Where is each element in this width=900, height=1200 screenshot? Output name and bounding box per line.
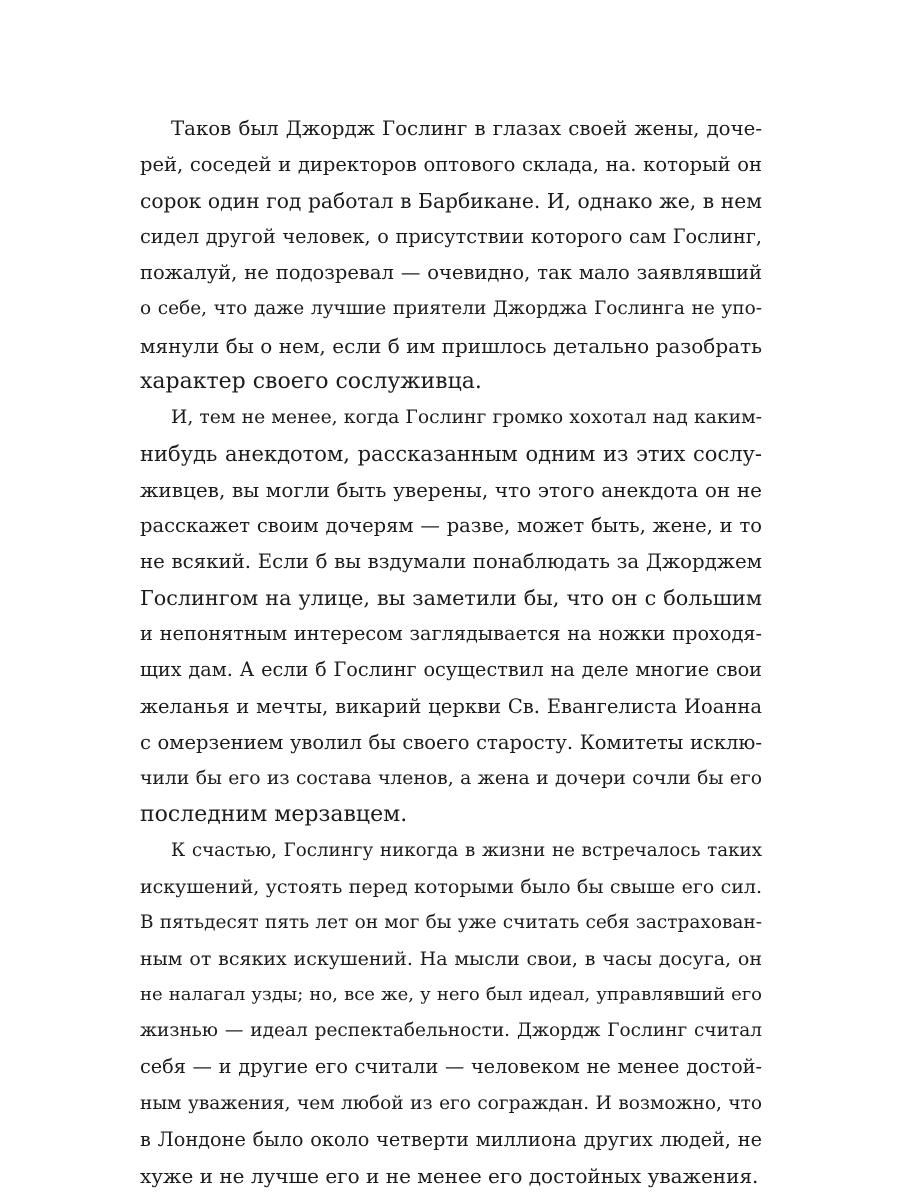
text-line: пожалуй, не подозревал — очевидно, так мало заявлявший — [140, 261, 762, 285]
text-line: И, тем не менее, когда Гослинг громко хохотал над каким- — [171, 406, 762, 428]
body-text — [140, 111, 762, 1194]
text-line: рей, соседей и директоров оптового склада, на. который он — [140, 153, 762, 177]
text-line: чили бы его из состава членов, а жена и дочери сочли бы его — [140, 767, 762, 789]
text-line: живцев, вы могли быть уверены, что этого анекдота он не — [140, 477, 762, 502]
text-line: желанья и мечты, викарий церкви Св. Евангелиста Иоанна — [140, 694, 762, 718]
text-line: Таков был Джордж Гослинг в глазах своей жены, доче- — [171, 117, 762, 140]
text-line: нибудь анекдотом, рассказанным одним из этих сослу- — [140, 441, 762, 466]
paragraph — [140, 400, 762, 833]
text-line: хуже и не лучше его и не менее его достойных уважения. — [140, 1163, 759, 1188]
text-line: в Лондоне было около четверти миллиона других людей, не — [140, 1127, 762, 1151]
text-line: ным уважения, чем любой из его сограждан. И возможно, что — [140, 1092, 762, 1114]
text-line: Гослингом на улице, вы заметили бы, что он с большим — [140, 586, 762, 611]
paragraph — [140, 111, 762, 400]
text-line: характер своего сослуживца. — [140, 368, 482, 394]
text-line: о себе, что даже лучшие приятели Джорджа Гослинга не упо- — [140, 298, 762, 320]
text-line: К счастью, Гослингу никогда в жизни не встречалось таких — [171, 839, 762, 861]
text-line: щих дам. А если б Гослинг осуществил на деле многие свои — [140, 658, 762, 682]
text-line: себя — и другие его считали — человеком не менее достой- — [140, 1055, 762, 1079]
text-line: ным от всяких искушений. На мысли свои, в часы досуга, он — [140, 948, 762, 971]
text-line: не всякий. Если б вы вздумали понаблюдать за Джорджем — [140, 550, 762, 574]
text-line: расскажет своим дочерям — разве, может быть, жене, и то — [140, 514, 762, 538]
text-line: не налагал узды; но, все же, у него был идеал, управлявший его — [140, 984, 762, 1006]
text-line: и непонятным интересом заглядывается на ножки проходя- — [140, 622, 762, 646]
text-line: с омерзением уволил бы своего старосту. Комитеты исклю- — [140, 730, 762, 754]
text-line: искушений, устоять перед которыми было бы свыше его сил. — [140, 875, 762, 898]
text-line: В пятьдесят пять лет он мог бы уже считать себя застрахован- — [140, 912, 762, 934]
paragraph — [140, 833, 762, 1194]
text-line: сидел другой человек, о присутствии которого сам Гослинг, — [140, 225, 762, 249]
text-line: сорок один год работал в Барбикане. И, однако же, в нем — [140, 189, 762, 214]
text-line: мянули бы о нем, если б им пришлось детально разобрать — [140, 333, 762, 358]
text-line: жизнью — идеал респектабельности. Джордж Гослинг считал — [140, 1020, 762, 1042]
text-line: последним мерзавцем. — [140, 801, 408, 827]
